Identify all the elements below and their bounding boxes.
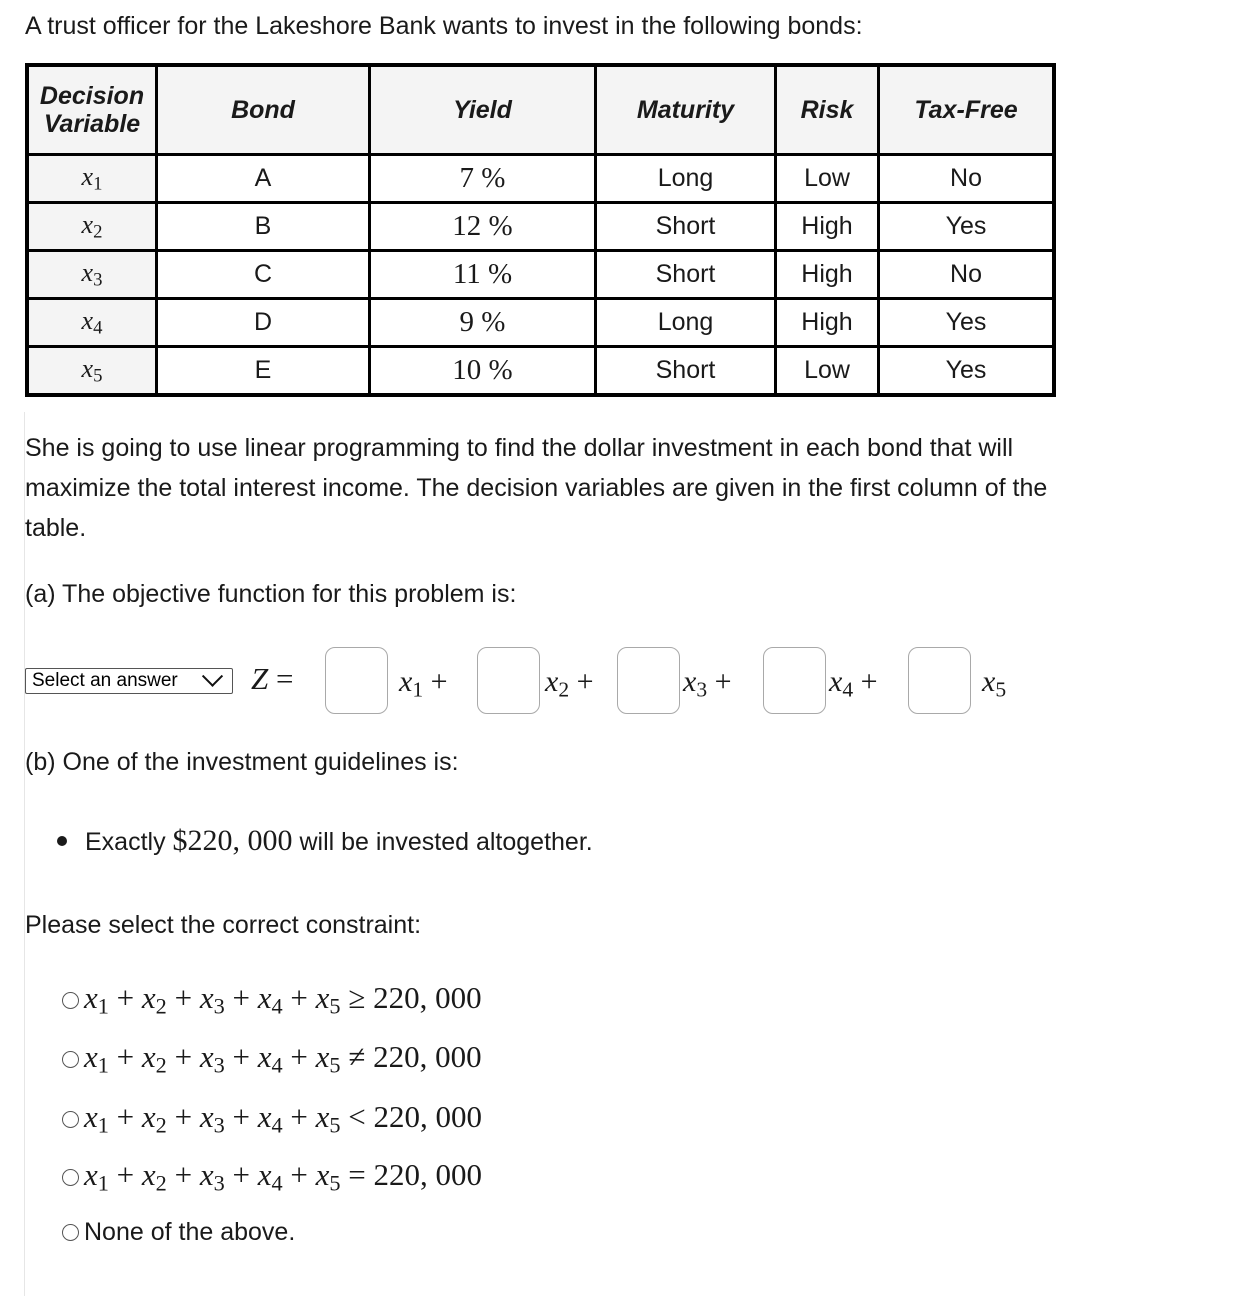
objective-term-x4: $x_4$ + [829,665,878,702]
radio-button[interactable] [62,1169,79,1186]
header-risk: Risk [776,65,879,155]
header-yield: Yield [370,65,596,155]
constraint-option-lt[interactable]: $x_1 + x_2 + x_3 + x_4 + x_5 < 220$, 000 [62,1099,482,1139]
cell-bond: E [157,347,370,396]
objective-type-select[interactable] [25,668,233,694]
constraint-option-neq[interactable]: $x_1 + x_2 + x_3 + x_4 + x_5 \ne 220$, 000 [62,1039,482,1079]
cell-variable: $x_3$ [27,251,157,299]
cell-yield: 7 % [370,155,596,203]
coefficient-input-x2[interactable] [477,647,540,714]
constraint-option-geq[interactable]: $x_1 + x_2 + x_3 + x_4 + x_5 \ge 220$, 000 [62,980,482,1020]
part-a-prompt: (a) The objective function for this problem is: [25,580,517,608]
intro-text: A trust officer for the Lakeshore Bank wants to invest in the following bonds: [25,12,863,40]
cell-tax-free: Yes [879,299,1055,347]
coefficient-input-x4[interactable] [763,647,826,714]
cell-variable: $x_1$ [27,155,157,203]
bond-table [25,63,1056,397]
cell-bond: D [157,299,370,347]
table-row [27,155,1054,203]
cell-yield: 9 % [370,299,596,347]
objective-function-row [25,645,1125,717]
radio-button[interactable] [62,1111,79,1128]
table-row [27,299,1054,347]
objective-term-x3: $x_3$ + [683,665,732,702]
cell-yield: 12 % [370,203,596,251]
cell-risk: Low [776,155,879,203]
cell-maturity: Short [596,203,776,251]
coefficient-input-x5[interactable] [908,647,971,714]
cell-risk: Low [776,347,879,396]
header-tax-free: Tax-Free [879,65,1055,155]
constraint-option-eq[interactable]: $x_1 + x_2 + x_3 + x_4 + x_5 = 220$, 000 [62,1157,482,1197]
cell-maturity: Short [596,251,776,299]
cell-maturity: Long [596,155,776,203]
cell-bond: C [157,251,370,299]
header-bond: Bond [157,65,370,155]
problem-paragraph: She is going to use linear programming to find the dollar investment in each bond that will maximize the total interest income. The decision variables are given in the first column of the table. [25,434,1048,542]
cell-variable: $x_4$ [27,299,157,347]
cell-yield: 10 % [370,347,596,396]
guideline-bullet: Exactly $220, 000 will be invested altogether. [57,824,593,858]
cell-risk: High [776,203,879,251]
cell-tax-free: Yes [879,347,1055,396]
cell-yield: 11 % [370,251,596,299]
constraint-prompt: Please select the correct constraint: [25,911,422,939]
cell-bond: B [157,203,370,251]
objective-term-x1: $x_1$ + [399,665,448,702]
table-row [27,251,1054,299]
coefficient-input-x3[interactable] [617,647,680,714]
cell-variable: $x_2$ [27,203,157,251]
radio-button[interactable] [62,1051,79,1068]
part-b-prompt: (b) One of the investment guidelines is: [25,748,459,776]
coefficient-input-x1[interactable] [325,647,388,714]
cell-variable: $x_5$ [27,347,157,396]
table-row [27,347,1054,396]
objective-term-x5: $x_5$ [982,665,1007,702]
bullet-icon [57,836,67,846]
cell-tax-free: No [879,155,1055,203]
objective-z-label: Z = [251,661,294,696]
select-label: Select an answer [32,670,178,691]
constraint-option-none[interactable]: None of the above. [62,1218,295,1258]
cell-tax-free: Yes [879,203,1055,251]
cell-bond: A [157,155,370,203]
header-maturity: Maturity [596,65,776,155]
cell-risk: High [776,299,879,347]
header-decision-variable: Decision Variable [27,65,157,155]
table-header-row [27,65,1054,155]
table-row [27,203,1054,251]
radio-button[interactable] [62,992,79,1009]
cell-maturity: Short [596,347,776,396]
chevron-down-icon [202,666,223,687]
objective-term-x2: $x_2$ + [545,665,594,702]
cell-tax-free: No [879,251,1055,299]
radio-button[interactable] [62,1224,79,1241]
cell-maturity: Long [596,299,776,347]
cell-risk: High [776,251,879,299]
